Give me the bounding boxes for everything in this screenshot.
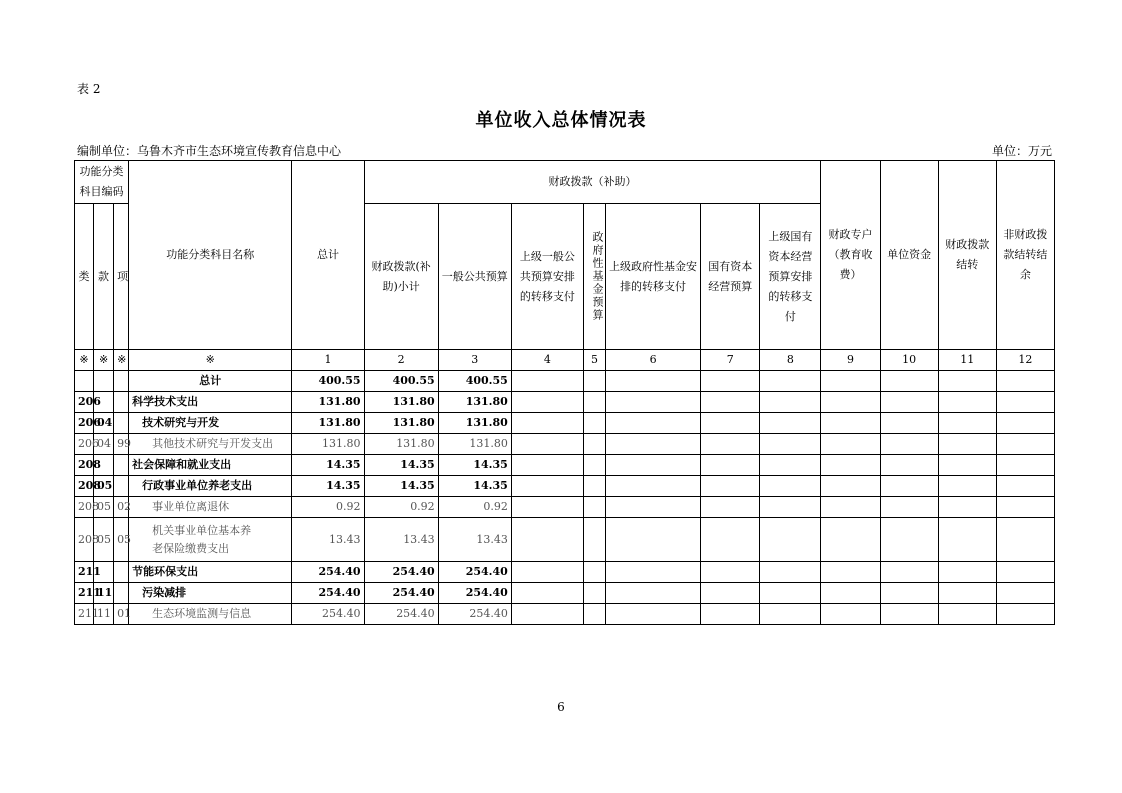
income-summary-table [74,160,1055,625]
cell-xiang: 99 [114,434,129,455]
cell-empty [996,455,1054,476]
header-upper-state-capital-transfer: 上级国有资本经营预算安排的转移支付 [760,204,821,350]
cell-empty [880,562,938,583]
cell-empty [760,604,821,625]
cell-total: 131.80 [292,392,364,413]
index-number: 8 [760,350,821,371]
cell-kuan [94,371,114,392]
cell-xiang [114,583,129,604]
cell-fiscal-subtotal: 13.43 [364,518,438,562]
index-number: 7 [701,350,760,371]
cell-empty [583,392,605,413]
cell-empty [583,497,605,518]
cell-func-name: 总计 [129,371,292,392]
cell-empty [996,371,1054,392]
cell-total: 254.40 [292,604,364,625]
currency-unit: 单位：万元 [991,144,1052,158]
cell-lei: 208 [75,518,94,562]
cell-empty [880,518,938,562]
cell-empty [701,497,760,518]
cell-total: 131.80 [292,413,364,434]
header-total: 总计 [292,161,364,350]
cell-empty [760,583,821,604]
header-upper-fund-transfer: 上级政府性基金安排的转移支付 [605,204,700,350]
cell-kuan: 05 [94,476,114,497]
cell-general-budget: 254.40 [438,562,511,583]
cell-empty [701,604,760,625]
cell-empty [938,497,996,518]
cell-total: 400.55 [292,371,364,392]
header-gov-fund-budget-text: 政府性基金预算 [590,231,604,322]
cell-empty [511,518,583,562]
index-number: 2 [364,350,438,371]
cell-empty [821,562,880,583]
cell-empty [511,583,583,604]
cell-empty [511,562,583,583]
cell-xiang [114,562,129,583]
cell-empty [938,518,996,562]
cell-empty [880,434,938,455]
cell-empty [996,518,1054,562]
cell-empty [701,583,760,604]
cell-empty [605,392,700,413]
cell-empty [583,476,605,497]
cell-fiscal-subtotal: 254.40 [364,583,438,604]
header-func-name: 功能分类科目名称 [129,161,292,350]
cell-empty [511,392,583,413]
cell-lei: 206 [75,392,94,413]
cell-empty [880,497,938,518]
header-state-capital-budget: 国有资本经营预算 [701,204,760,350]
cell-empty [880,371,938,392]
cell-kuan: 04 [94,413,114,434]
cell-general-budget: 131.80 [438,413,511,434]
header-kuan: 款 [94,204,114,350]
cell-kuan: 04 [94,434,114,455]
table-row [75,392,1055,413]
cell-empty [938,476,996,497]
index-number: 4 [511,350,583,371]
cell-general-budget: 131.80 [438,392,511,413]
cell-empty [821,413,880,434]
cell-general-budget: 0.92 [438,497,511,518]
header-unit-funds: 单位资金 [880,161,938,350]
cell-empty [605,371,700,392]
cell-total: 254.40 [292,562,364,583]
cell-func-name: 科学技术支出 [129,392,292,413]
cell-empty [605,518,700,562]
cell-empty [701,518,760,562]
cell-func-name: 技术研究与开发 [129,413,292,434]
cell-xiang [114,476,129,497]
cell-empty [511,413,583,434]
cell-xiang: 01 [114,604,129,625]
cell-empty [760,518,821,562]
cell-kuan: 05 [94,518,114,562]
cell-lei: 211 [75,604,94,625]
page-title: 单位收入总体情况表 [475,110,647,131]
cell-empty [821,518,880,562]
page-number: 6 [557,700,565,714]
index-number: 9 [821,350,880,371]
cell-empty [760,371,821,392]
compiling-unit: 编制单位：乌鲁木齐市生态环境宣传教育信息中心 [77,144,342,158]
cell-xiang [114,413,129,434]
cell-empty [583,434,605,455]
cell-empty [701,455,760,476]
table-row [75,562,1055,583]
table-row [75,497,1055,518]
cell-total: 13.43 [292,518,364,562]
cell-xiang [114,392,129,413]
table-tag: 表 2 [77,82,101,96]
table-row [75,413,1055,434]
cell-empty [583,455,605,476]
cell-empty [760,392,821,413]
header-func-code: 功能分类科目编码 [75,161,129,204]
cell-empty [880,455,938,476]
cell-lei: 206 [75,413,94,434]
cell-empty [760,413,821,434]
cell-general-budget: 254.40 [438,604,511,625]
cell-general-budget: 131.80 [438,434,511,455]
cell-empty [938,604,996,625]
table-row [75,604,1055,625]
cell-empty [511,476,583,497]
cell-func-name: 生态环境监测与信息 [129,604,292,625]
table-row [75,434,1055,455]
cell-fiscal-subtotal: 254.40 [364,562,438,583]
cell-kuan: 11 [94,604,114,625]
header-fiscal-carryover: 财政拨款结转 [938,161,996,350]
cell-kuan: 05 [94,497,114,518]
cell-fiscal-subtotal: 0.92 [364,497,438,518]
cell-fiscal-subtotal: 14.35 [364,476,438,497]
cell-lei: 208 [75,455,94,476]
cell-empty [583,562,605,583]
table-row [75,518,1055,562]
cell-empty [511,497,583,518]
cell-general-budget: 14.35 [438,455,511,476]
cell-empty [583,518,605,562]
cell-empty [701,562,760,583]
cell-empty [880,604,938,625]
cell-empty [938,562,996,583]
cell-empty [996,497,1054,518]
cell-empty [605,455,700,476]
table-body [75,371,1055,625]
cell-empty [605,476,700,497]
cell-xiang: 05 [114,518,129,562]
cell-empty [701,371,760,392]
cell-empty [605,562,700,583]
cell-empty [821,434,880,455]
cell-fiscal-subtotal: 254.40 [364,604,438,625]
cell-empty [880,413,938,434]
cell-empty [996,562,1054,583]
header-upper-general-transfer: 上级一般公共预算安排的转移支付 [511,204,583,350]
cell-empty [938,434,996,455]
cell-empty [583,413,605,434]
cell-empty [760,497,821,518]
cell-empty [760,434,821,455]
cell-fiscal-subtotal: 131.80 [364,392,438,413]
table-row [75,583,1055,604]
cell-empty [701,392,760,413]
table-row [75,371,1055,392]
header-fiscal-subtotal: 财政拨款(补助)小计 [364,204,438,350]
cell-func-name: 污染减排 [129,583,292,604]
cell-empty [996,476,1054,497]
index-number: 3 [438,350,511,371]
cell-total: 14.35 [292,455,364,476]
cell-empty [583,371,605,392]
cell-total: 14.35 [292,476,364,497]
cell-func-name: 行政事业单位养老支出 [129,476,292,497]
cell-empty [583,583,605,604]
cell-empty [938,455,996,476]
header-xiang: 项 [114,204,129,350]
cell-empty [605,497,700,518]
index-number: 6 [605,350,700,371]
cell-empty [996,604,1054,625]
cell-empty [996,583,1054,604]
cell-empty [511,371,583,392]
cell-lei [75,371,94,392]
index-number: 1 [292,350,364,371]
header-fiscal-group: 财政拨款（补助） [364,161,821,204]
cell-func-name: 机关事业单位基本养老保险缴费支出 [129,518,292,562]
cell-empty [760,455,821,476]
cell-empty [605,434,700,455]
header-lei: 类 [75,204,94,350]
cell-empty [938,413,996,434]
cell-lei: 208 [75,476,94,497]
cell-empty [701,434,760,455]
cell-empty [583,604,605,625]
cell-empty [605,583,700,604]
cell-empty [880,392,938,413]
index-number: 10 [880,350,938,371]
cell-kuan: 11 [94,583,114,604]
cell-general-budget: 13.43 [438,518,511,562]
index-number: 11 [938,350,996,371]
index-mark: ※ [75,350,94,371]
cell-empty [996,392,1054,413]
cell-lei: 208 [75,497,94,518]
cell-empty [938,392,996,413]
index-mark: ※ [129,350,292,371]
cell-empty [821,604,880,625]
cell-empty [605,604,700,625]
cell-func-name: 社会保障和就业支出 [129,455,292,476]
cell-empty [701,413,760,434]
cell-func-name: 事业单位离退休 [129,497,292,518]
cell-xiang: 02 [114,497,129,518]
cell-fiscal-subtotal: 400.55 [364,371,438,392]
cell-fiscal-subtotal: 131.80 [364,413,438,434]
cell-empty [821,583,880,604]
header-special-account: 财政专户（教育收费） [821,161,880,350]
cell-empty [821,476,880,497]
cell-fiscal-subtotal: 14.35 [364,455,438,476]
header-nonfiscal-carryover: 非财政拨款结转结余 [996,161,1054,350]
cell-general-budget: 14.35 [438,476,511,497]
cell-empty [760,476,821,497]
cell-lei: 206 [75,434,94,455]
cell-empty [605,413,700,434]
cell-xiang [114,371,129,392]
cell-empty [760,562,821,583]
cell-empty [996,434,1054,455]
cell-empty [511,455,583,476]
cell-empty [701,476,760,497]
header-general-budget: 一般公共预算 [438,204,511,350]
cell-fiscal-subtotal: 131.80 [364,434,438,455]
cell-total: 254.40 [292,583,364,604]
cell-lei: 211 [75,583,94,604]
cell-empty [821,497,880,518]
cell-empty [880,583,938,604]
cell-empty [821,455,880,476]
cell-func-name: 其他技术研究与开发支出 [129,434,292,455]
cell-total: 131.80 [292,434,364,455]
cell-empty [996,413,1054,434]
cell-xiang [114,455,129,476]
index-mark: ※ [114,350,129,371]
cell-empty [880,476,938,497]
index-number: 5 [583,350,605,371]
header-gov-fund-budget [583,204,605,350]
cell-general-budget: 400.55 [438,371,511,392]
cell-empty [938,583,996,604]
table-row [75,455,1055,476]
cell-total: 0.92 [292,497,364,518]
table-row [75,476,1055,497]
cell-empty [511,604,583,625]
cell-general-budget: 254.40 [438,583,511,604]
cell-func-name: 节能环保支出 [129,562,292,583]
cell-lei: 211 [75,562,94,583]
cell-empty [821,392,880,413]
cell-empty [938,371,996,392]
cell-empty [821,371,880,392]
cell-empty [511,434,583,455]
index-number: 12 [996,350,1054,371]
index-mark: ※ [94,350,114,371]
